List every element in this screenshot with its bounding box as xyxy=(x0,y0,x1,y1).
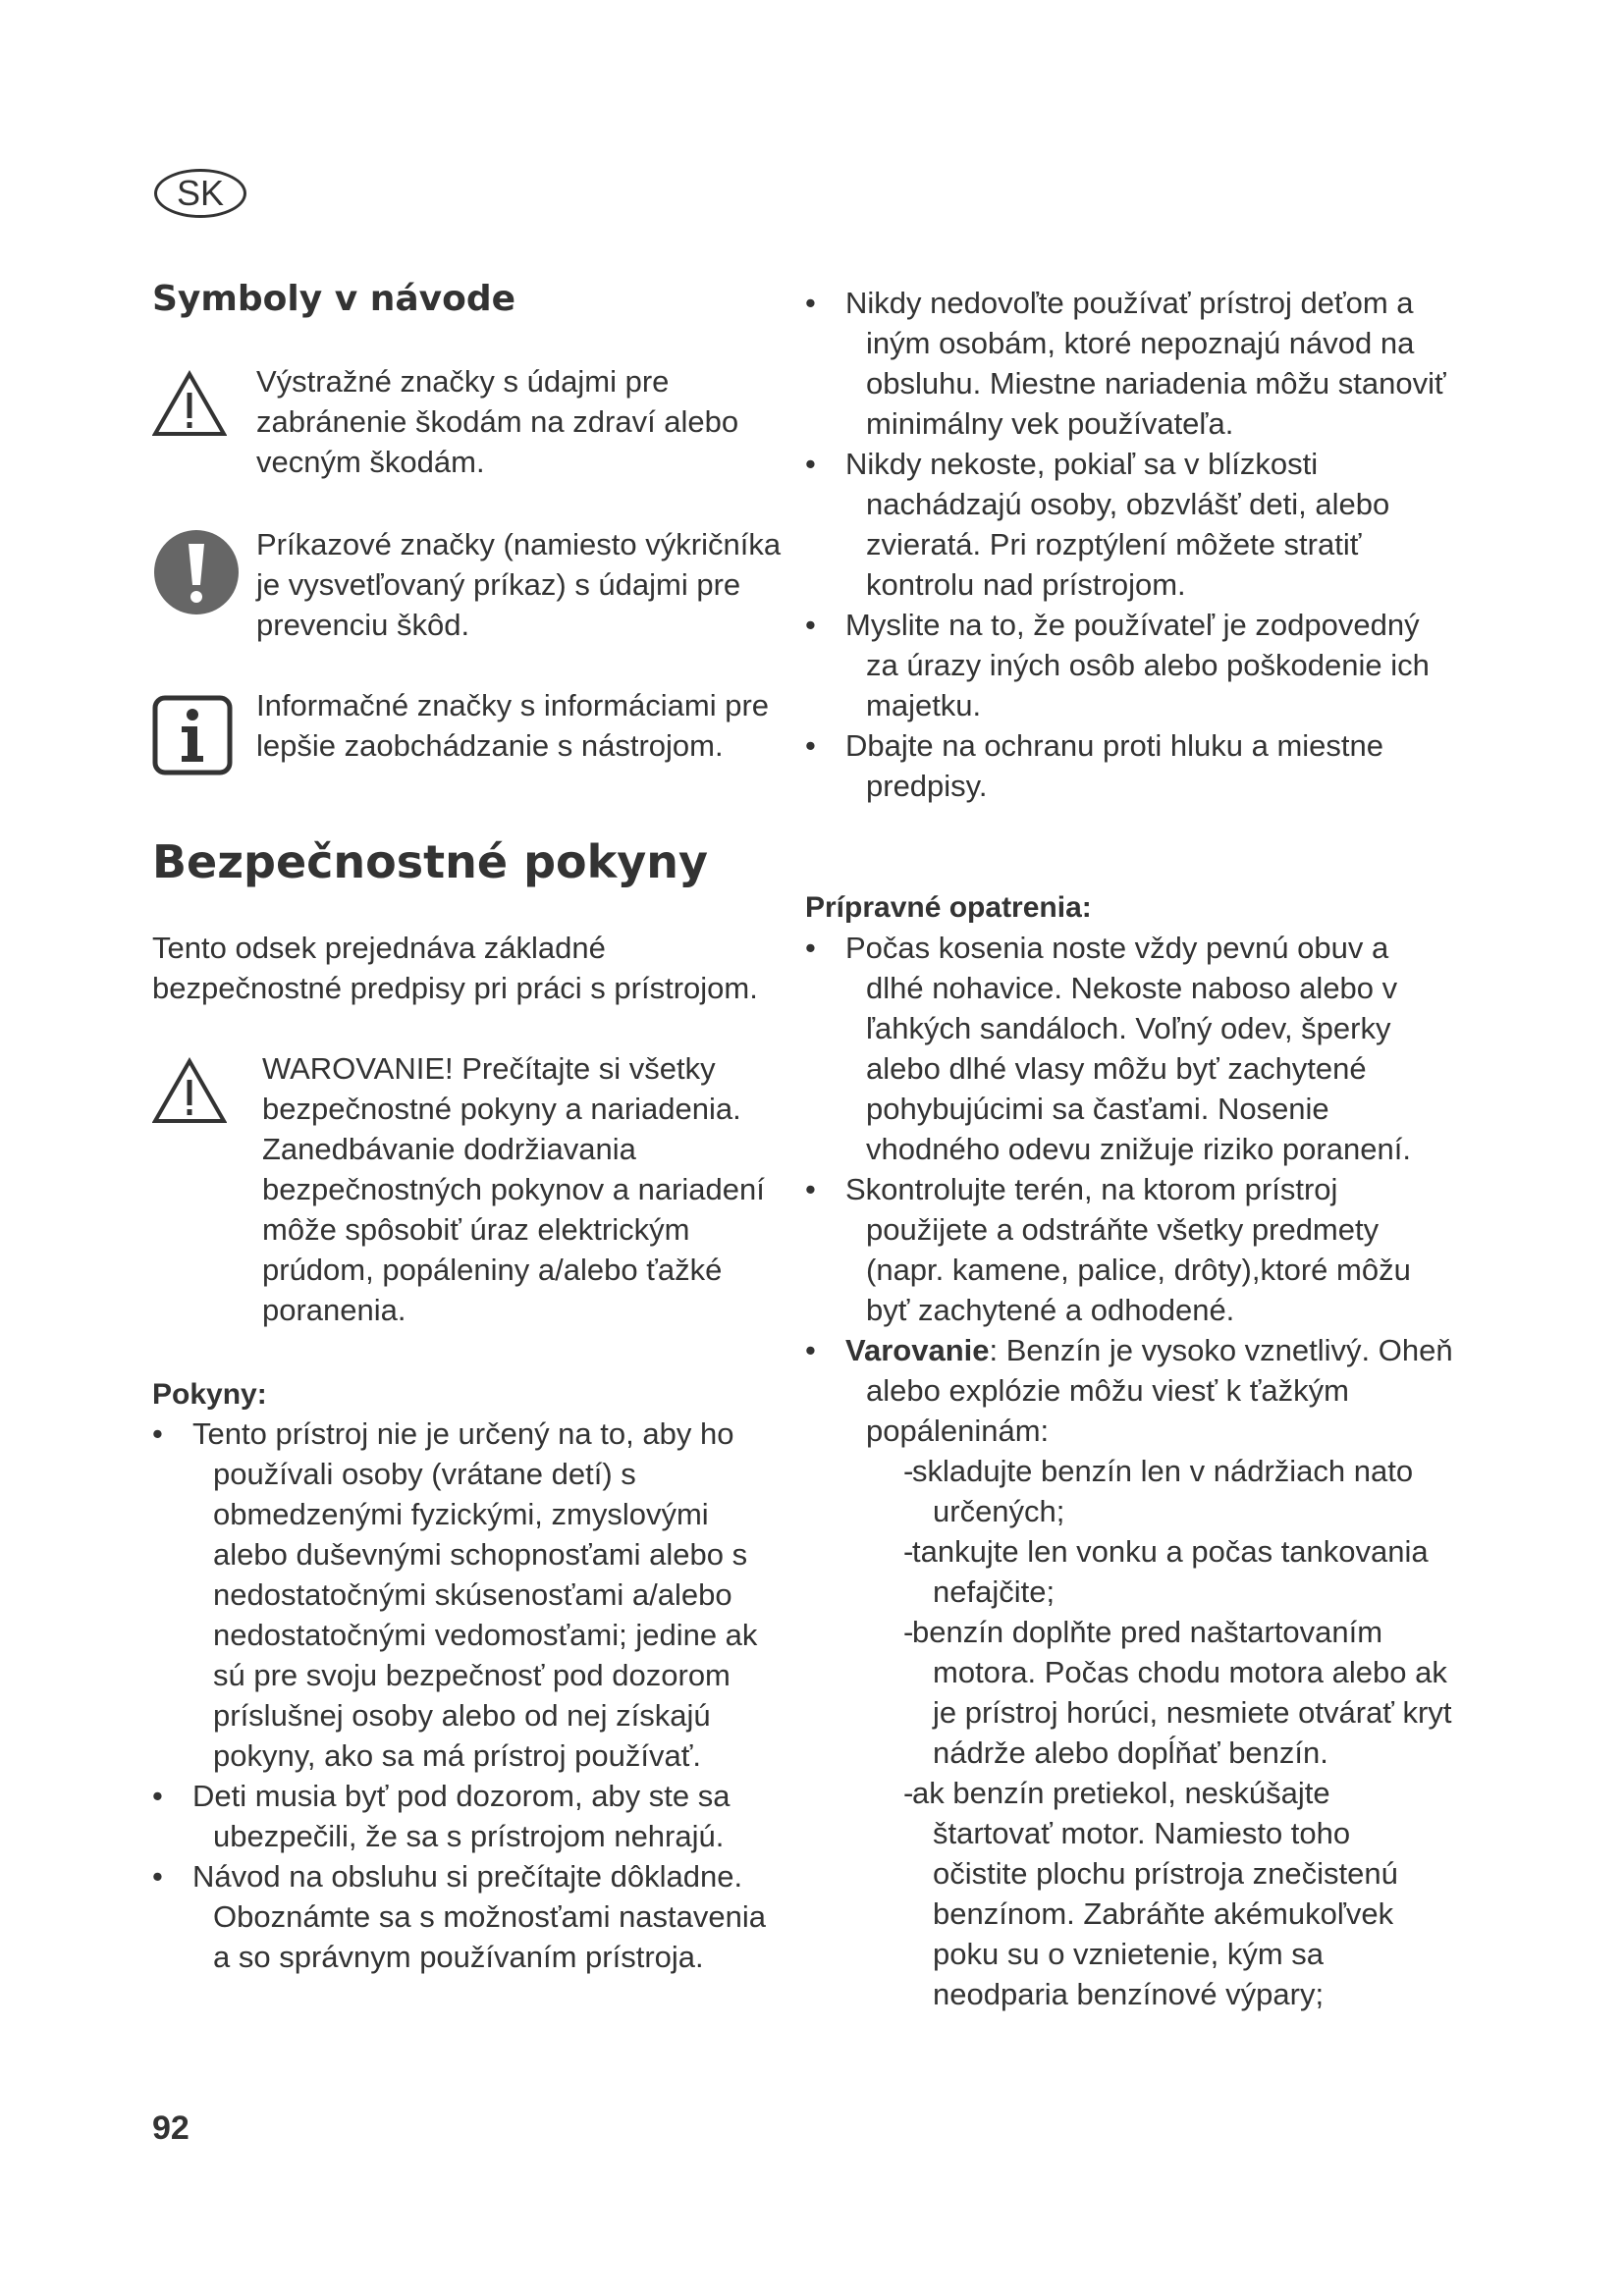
symbol-warning-text: Výstražné značky s údajmi pre zabránenie škodám na zdraví alebo vecným škodám. xyxy=(256,364,739,479)
symbol-info-text: Informačné značky s informáciami pre lepšie zaobchádzanie s nástrojom. xyxy=(256,688,770,763)
list-item: • Myslite na to, že používateľ je zodpovedný za úrazy iných osôb alebo poškodenie ich majetku. xyxy=(805,605,1453,725)
language-badge: SK xyxy=(154,169,246,218)
prep-list-container xyxy=(805,928,1453,2014)
prep-list xyxy=(805,928,1453,2014)
info-box-icon xyxy=(152,695,233,775)
dash-item: - benzín doplňte pred naštartovaním motora. Počas chodu motora alebo ak je prístroj horúci, nesmiete otvárať kryt nádrže alebo dopĺňať benzín. xyxy=(866,1612,1453,1773)
symbols-heading: Symboly v návode xyxy=(152,279,516,319)
right-bullets-container xyxy=(805,283,1453,806)
safety-warning-text: WAROVANIE! Prečítajte si všetky bezpečnostné pokyny a nariadenia. Zanedbávanie dodržiavania bezpečnostných pokynov a nariadení môže spôsobiť úraz elektrickým prúdom, popáleniny a/alebo ťažké poranenia. xyxy=(262,1051,765,1327)
dash-item: - skladujte benzín len v nádržiach nato určených; xyxy=(866,1451,1453,1531)
list-item: • Návod na obsluhu si prečítajte dôkladne. Oboznámte sa s možnosťami nastavenia a so správnym používaním prístroja. xyxy=(152,1856,781,1977)
right-bullet-list xyxy=(805,283,1453,806)
list-item-varovanie xyxy=(805,1330,1453,2014)
symbol-mandatory-text: Príkazové značky (namiesto výkričníka je vysvetľovaný príkaz) s údajmi pre prevenciu škôd. xyxy=(256,527,782,642)
prep-heading: Prípravné opatrenia: xyxy=(805,891,1092,924)
pokyny-list xyxy=(152,1414,781,1977)
list-item: • Deti musia byť pod dozorom, aby ste sa ubezpečili, že sa s prístrojom nehrajú. xyxy=(152,1776,781,1856)
dash-item: - tankujte len vonku a počas tankovania nefajčite; xyxy=(866,1531,1453,1612)
exclamation-circle-icon xyxy=(152,528,241,616)
warning-triangle-icon xyxy=(152,369,227,438)
safety-heading: Bezpečnostné pokyny xyxy=(152,835,708,888)
list-item: • Nikdy nedovoľte používať prístroj deťom a iným osobám, ktoré nepoznajú návod na obsluhu. Miestne nariadenia môžu stanoviť minimálny vek používateľa. xyxy=(805,283,1453,444)
varovanie-dash-list xyxy=(866,1451,1453,2014)
dash-item: - ak benzín pretiekol, neskúšajte štartovať motor. Namiesto toho očistite plochu prístroja znečistenú benzínom. Zabráňte akémukoľvek poku su o vznietenie, kým sa neodparia benzínové výpary; xyxy=(866,1773,1453,2014)
list-item: • Skontrolujte terén, na ktorom prístroj použijete a odstráňte všetky predmety (napr. kamene, palice, drôty),ktoré môžu byť zachytené a odhodené. xyxy=(805,1169,1453,1330)
page-number: 92 xyxy=(152,2109,189,2147)
list-item: • Počas kosenia noste vždy pevnú obuv a dlhé nohavice. Nekoste naboso alebo v ľahkých sandáloch. Voľný odev, šperky alebo dlhé vlasy môžu byť zachytené pohybujúcimi sa časťami. Nosenie vhodného odevu znižuje riziko poranení. xyxy=(805,928,1453,1169)
list-item: • Nikdy nekoste, pokiaľ sa v blízkosti nachádzajú osoby, obzvlášť deti, alebo zvieratá. Pri rozptýlení môžete stratiť kontrolu nad prístrojom. xyxy=(805,444,1453,605)
safety-intro: Tento odsek prejednáva základné bezpečnostné predpisy pri práci s prístrojom. xyxy=(152,931,758,1005)
pokyny-heading: Pokyny: xyxy=(152,1378,267,1411)
list-item: • Tento prístroj nie je určený na to, aby ho používali osoby (vrátane detí) s obmedzenými fyzickými, zmyslovými alebo duševnými schopnosťami alebo s nedostatočnými skúsenosťami a/alebo nedostatočnými vedomosťami; jedine ak sú pre svoju bezpečnosť pod dozorom príslušnej osoby alebo od nej získajú pokyny, ako sa má prístroj používať. xyxy=(152,1414,781,1776)
warning-triangle-icon xyxy=(152,1056,227,1125)
pokyny-list-container xyxy=(152,1414,781,1977)
varovanie-text: : Benzín je vysoko vznetlivý. Oheň alebo explózie môžu viesť k ťažkým popáleninám: xyxy=(866,1333,1453,1448)
varovanie-label: Varovanie xyxy=(845,1333,990,1367)
list-item: • Dbajte na ochranu proti hluku a miestne predpisy. xyxy=(805,725,1453,806)
